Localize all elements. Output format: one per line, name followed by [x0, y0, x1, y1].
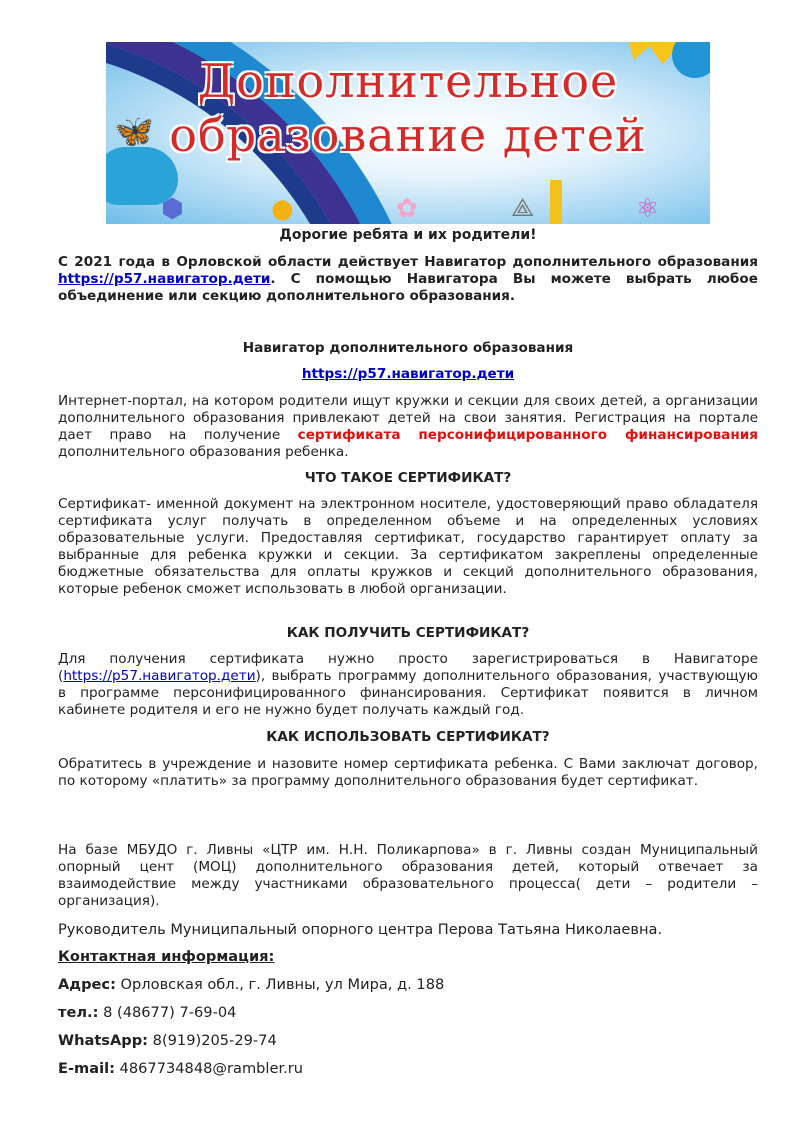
- greeting: Дорогие ребята и их родители!: [279, 227, 537, 243]
- contact-email: E-mail: 4867734848@rambler.ru: [58, 1060, 304, 1077]
- moc-paragraph: На базе МБУДО г. Ливны «ЦТР им. Н.Н. Поликарпова» в г. Ливны создан Муниципальный опорный цент (МОЦ) дополнительного образования детей, который отвечает за взаимодействие между участниками образовательного процесса( дети – родители – организация).: [58, 842, 758, 909]
- certificate-highlight: сертификата персонифицированного финансирования: [297, 427, 758, 443]
- intro-paragraph: С 2021 года в Орловской области действует Навигатор дополнительного образования https://p57.навигатор.дети. С помощью Навигатора Вы можете выбрать любое объединение или секцию дополнительного образования.: [58, 254, 758, 304]
- ruler-icon: [550, 180, 562, 224]
- contact-address: Адрес: Орловская обл., г. Ливны, ул Мира, д. 188: [58, 976, 445, 993]
- butterfly-icon: 🦋: [114, 112, 154, 150]
- navigator-link-centered: [58, 366, 758, 382]
- molecule-icon: ⬢: [161, 194, 184, 224]
- what-is-heading: ЧТО ТАКОЕ СЕРТИФИКАТ?: [304, 470, 512, 486]
- how-get-heading: КАК ПОЛУЧИТЬ СЕРТИФИКАТ?: [286, 625, 530, 641]
- how-get-paragraph: Для получения сертификата нужно просто зарегистрироваться в Навигаторе (https://p57.навигатор.дети), выбрать программу дополнительного образования, участвующую в программе персонифицированного финансирования. Сертификат появится в личном кабинете родителя и его не нужно будет получать каждый год.: [58, 651, 758, 718]
- atom-icon: ⚛: [636, 194, 660, 224]
- what-is-paragraph: Сертификат- именной документ на электронном носителе, удостоверяющий право обладателя сертификата услуг получать в определенном объеме и на определенных условиях образовательные услуги. Предоставляя сертификат, государство гарантирует оплату за выбранные для ребенка кружки и секции. За сертификатом закреплены определенные бюджетные обязательства для оплаты кружков и секций дополнительного образования, которые ребенок сможет использовать в любой организации.: [58, 496, 758, 597]
- how-use-paragraph: Обратитесь в учреждение и назовите номер сертификата ребенка. С Вами заключат договор, по которому «платить» за программу дополнительного образования будет сертификат.: [58, 756, 758, 789]
- banner-title-line2: образование детей: [169, 108, 647, 162]
- navigator-link[interactable]: https://p57.навигатор.дети: [301, 366, 515, 382]
- how-use-heading: КАК ИСПОЛЬЗОВАТЬ СЕРТИФИКАТ?: [266, 729, 550, 745]
- compass-icon: ⟁: [511, 193, 535, 223]
- banner-image: [106, 42, 710, 224]
- banner-title-line1: Дополнительное: [197, 54, 619, 108]
- navigator-link[interactable]: https://p57.навигатор.дети: [63, 668, 256, 684]
- ballerina-icon: ✿: [396, 194, 418, 224]
- contact-phone: тел.: 8 (48677) 7-69-04: [58, 1004, 237, 1021]
- contacts-heading: Контактная информация:: [58, 948, 275, 965]
- contact-whatsapp: WhatsApp: 8(919)205-29-74: [58, 1032, 277, 1049]
- planet-icon: ●: [271, 194, 294, 224]
- navigator-heading: Навигатор дополнительного образования: [242, 340, 574, 356]
- navigator-description: Интернет-портал, на котором родители ищут кружки и секции для своих детей, а организации дополнительного образования привлекают детей на свои занятия. Регистрация на портале дает право на получение сертификата персонифицированного финансирования дополнительного образования ребенка.: [58, 393, 758, 460]
- moc-head: Руководитель Муниципальный опорного центра Перова Татьяна Николаевна.: [58, 921, 663, 938]
- navigator-link[interactable]: https://p57.навигатор.дети: [58, 271, 271, 287]
